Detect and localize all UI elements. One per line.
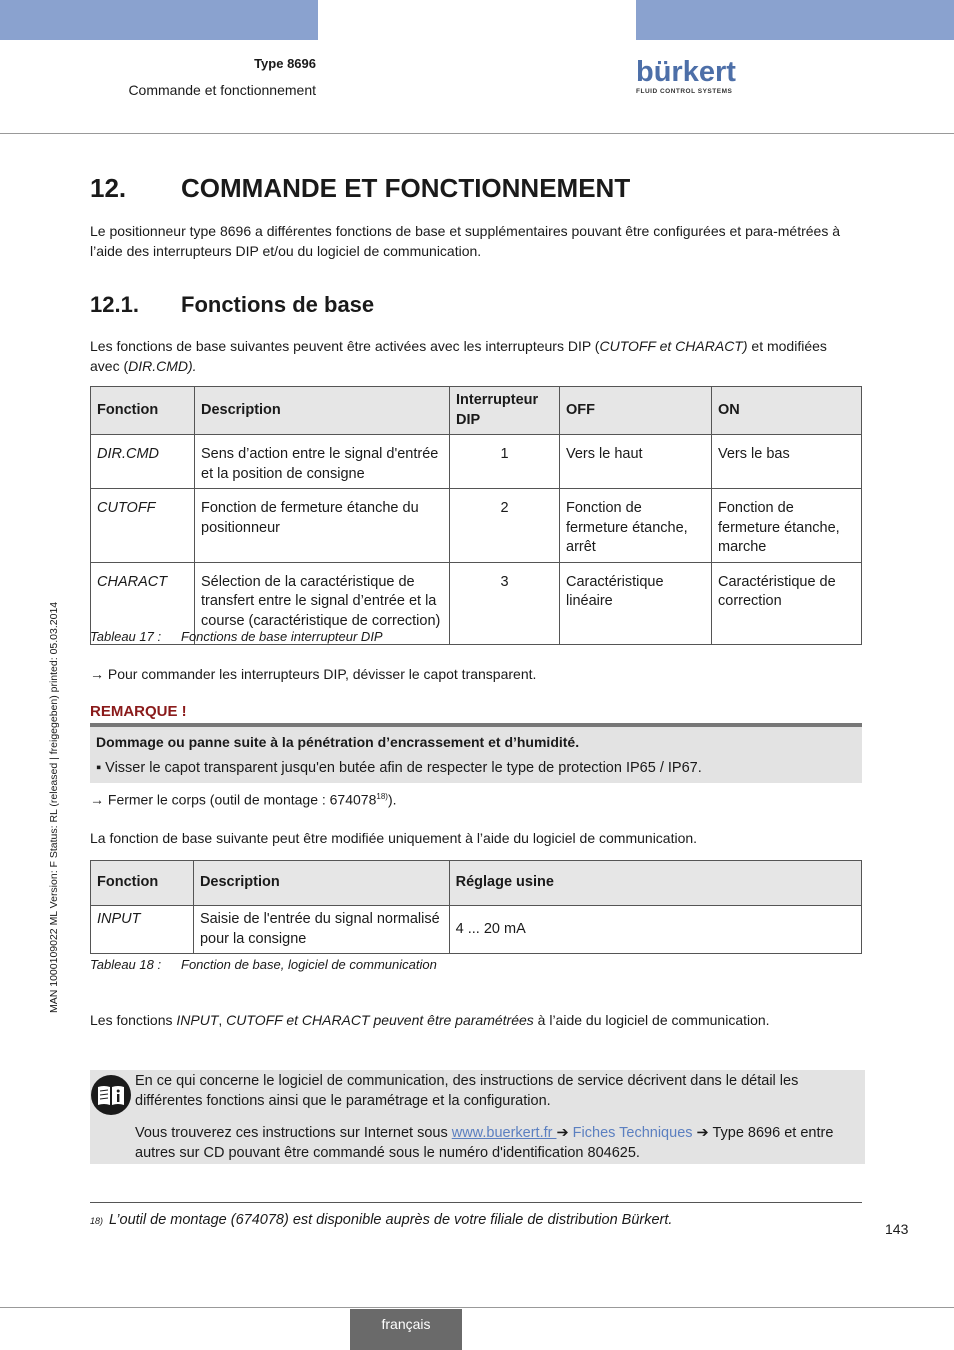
arrow-icon: ➔ [556,1125,573,1141]
burkert-logo [636,58,736,95]
top-bar-left [0,0,318,40]
table-header: Interrupteur DIP [450,387,560,435]
language-tab: français [350,1309,462,1350]
info-paragraph-2 [135,1123,855,1163]
table-cell: 1 [450,435,560,489]
caption-label: Tableau 18 : [90,957,162,972]
info-box [90,1070,865,1164]
caption-text: Fonctions de base interrupteur DIP [181,629,383,644]
section-intro-part1: Les fonctions de base suivantes peuvent être activées avec les interrupteurs DIP ( [90,338,600,354]
caption-label: Tableau 17 : [90,629,162,644]
logo-tagline: FLUID CONTROL SYSTEMS [636,88,733,95]
footer-divider [0,1307,954,1308]
info-p2-mid: ➔ Type 8696 et entre autres sur CD pouvant être commandé sous le numéro d'identification 804625. [135,1125,834,1161]
table-header: Fonction [91,387,195,435]
chapter-title [90,173,630,204]
table-cell: Vers le bas [712,435,862,489]
logo-word: bürkert [636,56,736,88]
table-cell: Sélection de la caractéristique de transfert entre le signal d’entrée et la course (caractéristique de correction) [195,562,450,644]
table-cell: 3 [450,562,560,644]
table-cell: 2 [450,489,560,563]
table-header: ON [712,387,862,435]
instruction-close [90,787,860,810]
table-cell: Saisie de l'entrée du signal normalisé pour la consigne [193,906,449,954]
remark-title: REMARQUE ! [90,703,187,720]
footnote-text: L’outil de montage (674078) est disponible auprès de votre filiale de distribution Bürkert. [109,1212,673,1228]
header-type: Type 8696 [254,56,316,71]
software-paragraph: La fonction de base suivante peut être modifiée uniquement à l’aide du logiciel de communication. [90,830,698,846]
table-header: Fonction [91,861,194,906]
footnote-divider [90,1202,862,1203]
footnote [90,1212,672,1228]
header-subtitle: Commande et fonctionnement [128,82,316,98]
remark-box [90,723,862,783]
top-bar-right [636,0,954,40]
footnote-ref: 18) [376,792,388,801]
table-cell: Sens d’action entre le signal d'entrée et la position de consigne [195,435,450,489]
intro-paragraph: Le positionneur type 8696 a différentes fonctions de base et supplémentaires pouvant être configurées et para-métrées à l’aide des interrupteurs DIP et/ou du logiciel de communication. [90,223,840,259]
dip-functions-table [90,386,862,645]
chapter-title-text: COMMANDE ET FONCTIONNEMENT [181,173,631,203]
section-title-text: Fonctions de base [181,292,375,317]
table-cell: Caractéristique de correction [712,562,862,644]
instruction-dip: → Pour commander les interrupteurs DIP, dévisser le capot transparent. [90,666,537,682]
section-intro-italic2: DIR.CMD). [128,357,197,374]
page-number: 143 [885,1221,909,1237]
table-cell: Fonction de fermeture étanche du positionneur [195,489,450,563]
remark-heading: Dommage ou panne suite à la pénétration d’encrassement et d’humidité. [96,734,580,750]
caption-text: Fonction de base, logiciel de communication [181,957,437,972]
table-header: OFF [560,387,712,435]
section-intro-italic1: CUTOFF et CHARACT) [599,338,748,354]
software-functions-table [90,860,862,954]
instruction-close-text: → Fermer le corps (outil de montage : 674078 [90,791,377,808]
params-part3: à l’aide du logiciel de communication. [533,1012,770,1028]
table2-caption [90,957,437,972]
table-row [91,435,862,489]
table-cell: CUTOFF [91,489,195,563]
table-header: Description [193,861,449,906]
section-intro [90,337,860,376]
info-p2-start: Vous trouverez ces instructions sur Internet sous [135,1125,452,1141]
table1-caption [90,629,383,644]
table-cell: Fonction de fermeture étanche, arrêt [560,489,712,563]
table-header: Description [195,387,450,435]
instruction-close-end: ). [387,791,397,808]
params-paragraph [90,1011,860,1031]
table-header: Réglage usine [449,861,861,906]
params-italic2: CUTOFF et CHARACT peuvent être paramétrées [226,1012,534,1028]
params-italic1: INPUT [176,1012,219,1028]
params-part1: Les fonctions [90,1012,177,1028]
table-row [91,906,862,954]
buerkert-link[interactable]: www.buerkert.fr [451,1125,557,1141]
table-cell: CHARACT [91,562,195,644]
table-cell: Caractéristique linéaire [560,562,712,644]
chapter-number: 12. [90,173,127,203]
header-divider [0,133,954,134]
document-id-sidebar: MAN 1000109022 ML Version: F Status: RL (released | freigegeben) printed: 05.03.2014 [48,601,60,1013]
table-header-row [91,387,862,435]
table-cell: Vers le haut [560,435,712,489]
section-title [90,292,374,318]
footnote-marker: 18) [90,1216,104,1226]
section-number: 12.1. [90,292,139,317]
info-paragraph-1: En ce qui concerne le logiciel de communication, des instructions de service décrivent dans le détail les différentes fonctions ainsi que le paramétrage et la configuration. [135,1073,799,1109]
table-cell: Fonction de fermeture étanche, marche [712,489,862,563]
table-header-row [91,861,862,906]
table-cell: DIR.CMD [91,435,195,489]
params-part2: , [218,1012,227,1028]
table-cell: 4 ... 20 mA [449,906,861,954]
remark-bullet: ▪ Visser le capot transparent jusqu'en butée afin de respecter le type de protection IP65 / IP67. [96,760,702,776]
manual-info-icon [90,1074,132,1116]
section-intro-part2: et modifiées avec ( [90,338,827,374]
table-row [91,489,862,563]
table-cell: INPUT [91,906,194,954]
fiches-techniques-link[interactable]: Fiches Techniques [572,1125,693,1141]
